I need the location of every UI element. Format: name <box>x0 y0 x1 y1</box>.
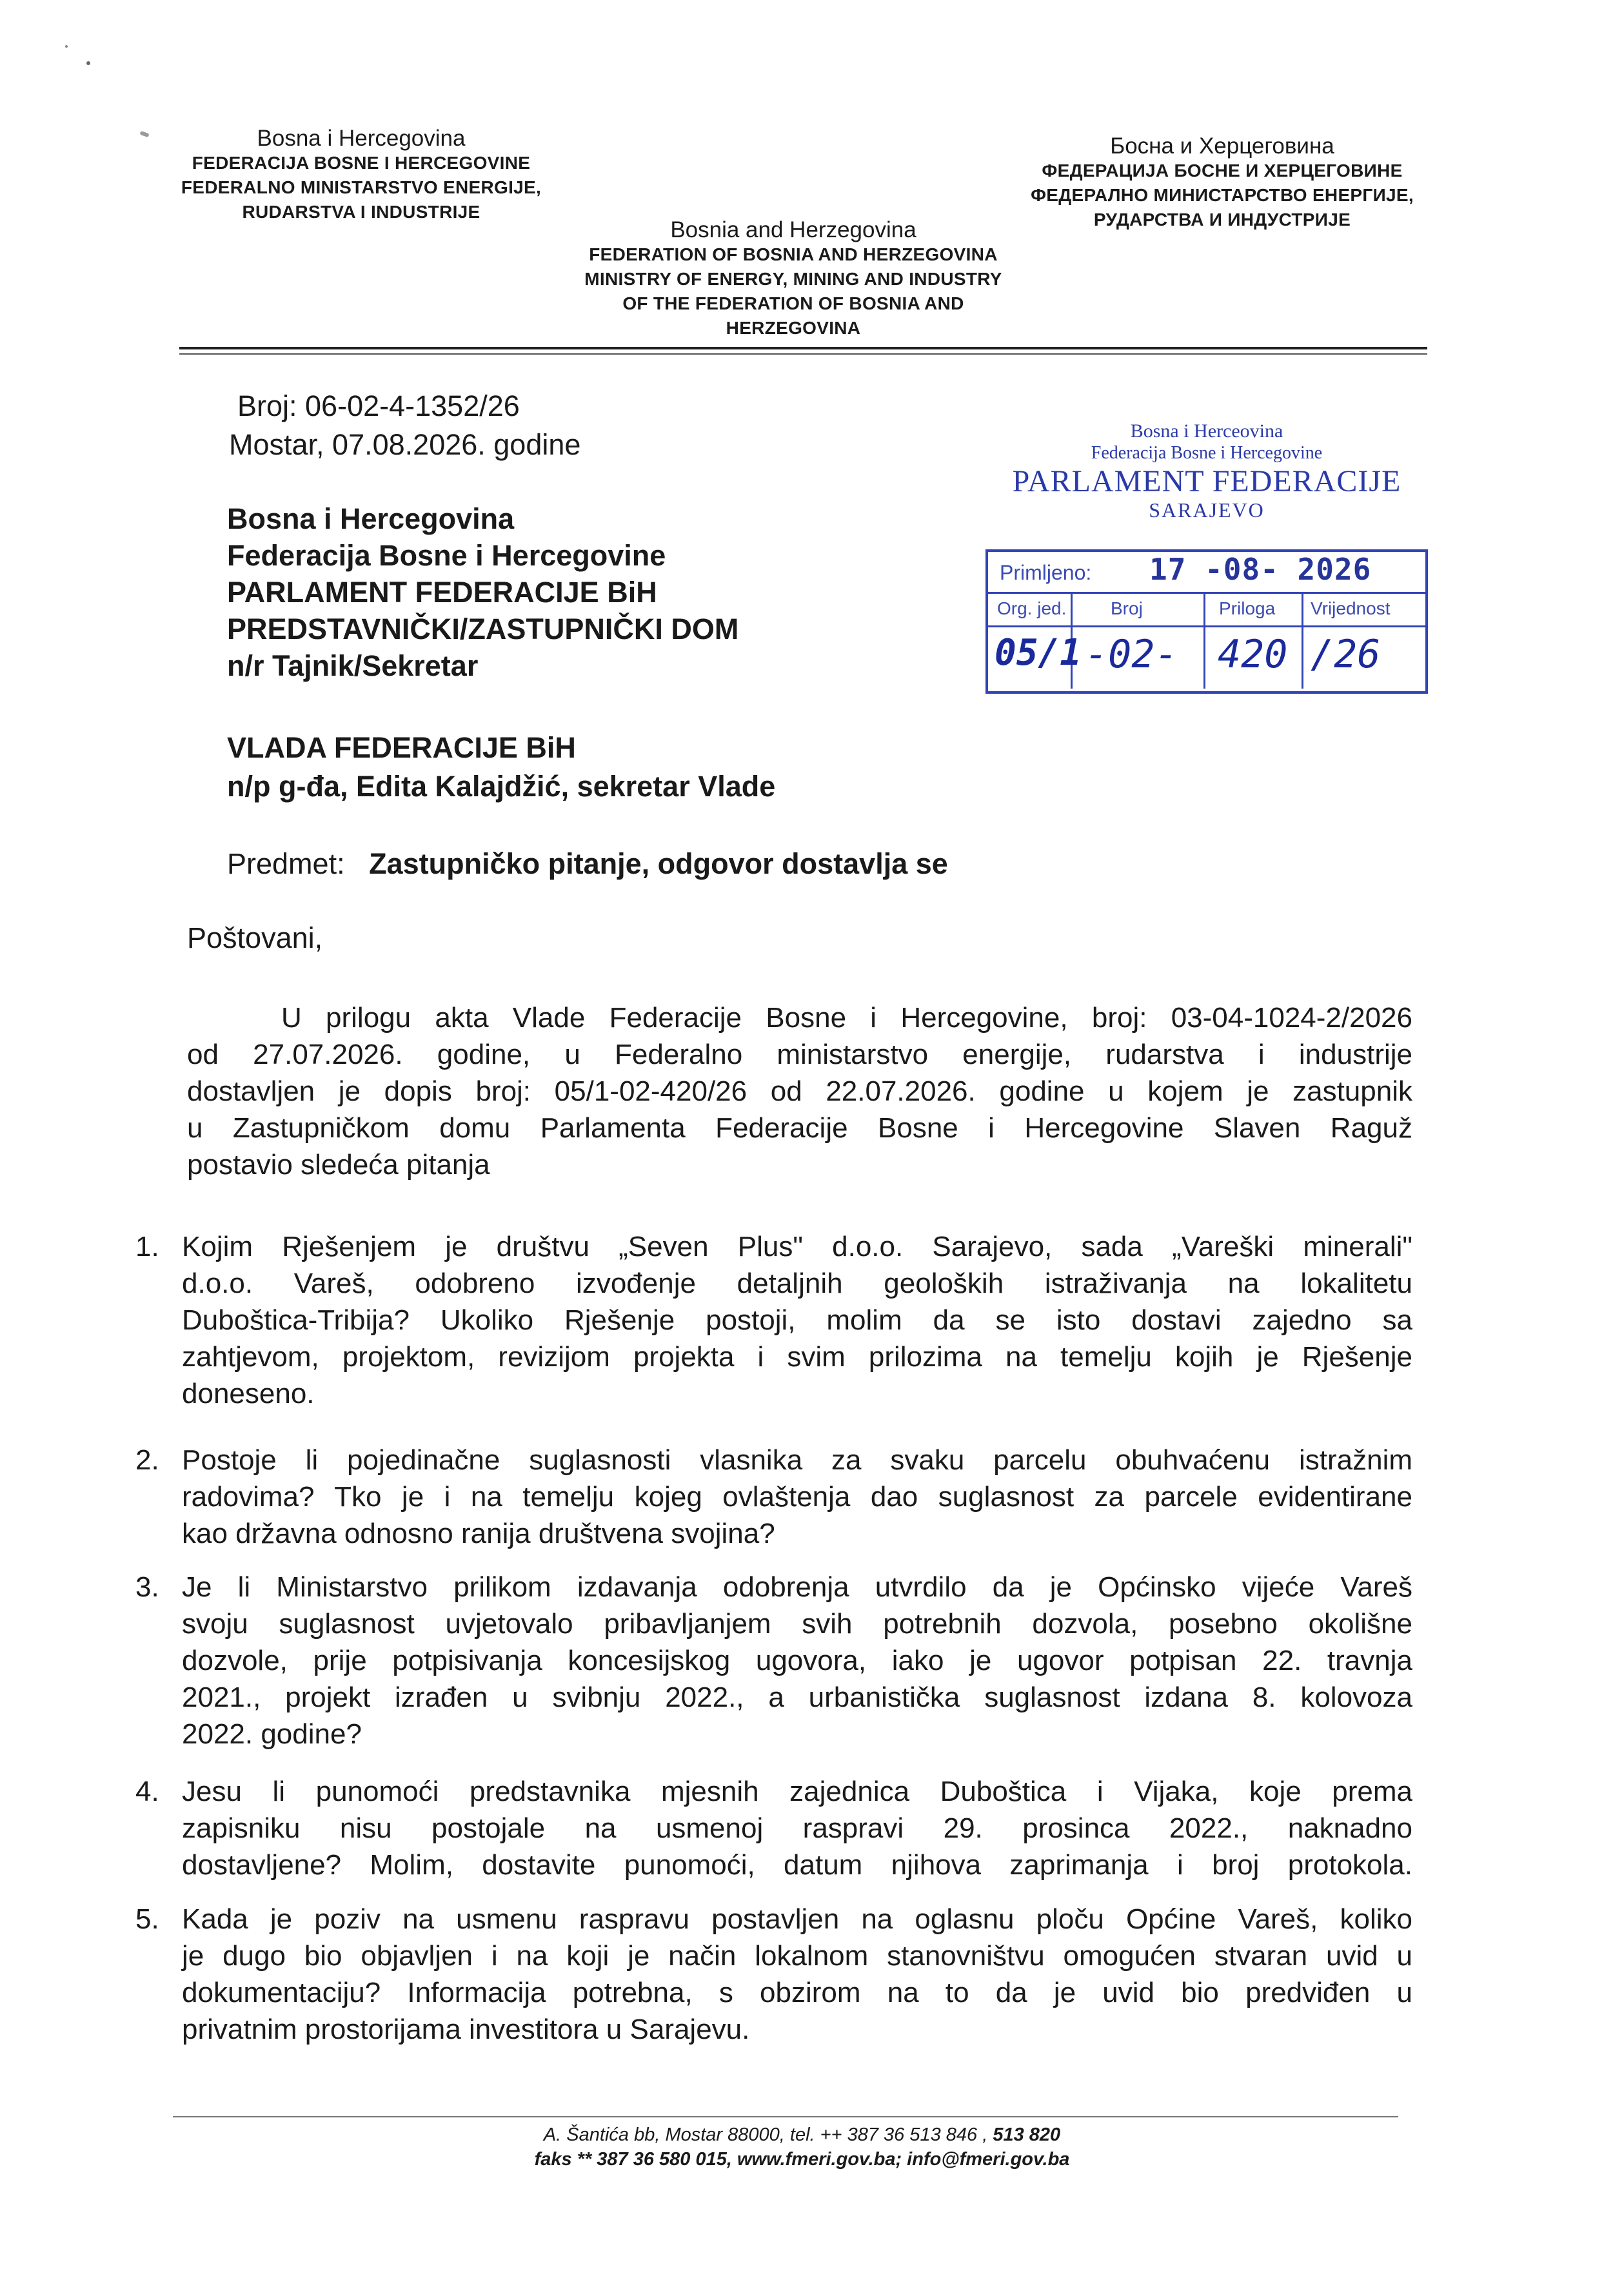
question-line: privatnim prostorijama investitora u Sarajevu. <box>182 2014 750 2045</box>
letterhead-right <box>1016 134 1429 232</box>
subject-label: Predmet: <box>227 847 345 880</box>
question-line: 2021., projekt izrađen u svibnju 2022., a urbanistička suglasnost izdana 8. kolovoza <box>182 1682 1412 1713</box>
letterhead-center-country: Bosnia and Herzegovina <box>670 217 916 242</box>
footer-address <box>0 2123 1604 2147</box>
stamp-handwritten-attachments: 420 <box>1218 632 1288 677</box>
question-line: radovima? Tko je i na temelju kojeg ovlaštenja dao suglasnost za parcele evidentirane <box>182 1481 1412 1513</box>
recipient1-line2: Federacija Bosne i Hercegovine <box>227 539 666 572</box>
stamp-col-org: Org. jed. <box>997 598 1067 618</box>
footer-line1: A. Šantića bb, Mostar 88000, tel. ++ 387 36 513 846 , <box>543 2124 993 2145</box>
stamp-col-divider <box>1302 592 1303 689</box>
stamp-handwritten-value: /26 <box>1311 632 1381 677</box>
recipient-block-parliament <box>227 500 738 684</box>
question-line: svoju suglasnost uvjetovalo pribavljanjem svih potrebnih dozvola, posebno okolišne <box>182 1608 1412 1640</box>
scan-specks <box>61 37 100 76</box>
question-line: zahtjevom, projektom, revizijom projekta i svim prilozima na temelju kojih je Rješenje <box>182 1341 1412 1373</box>
scan-speck <box>139 131 149 137</box>
letterhead-right-country: Босна и Херцеговина <box>1110 133 1334 159</box>
recipient2-line1: VLADA FEDERACIJE BiH <box>227 731 576 764</box>
stamp-received-label: Primljeno: <box>1000 561 1092 584</box>
question-number: 5. <box>135 1903 159 1935</box>
question-line: d.o.o. Vareš, odobreno izvođenje detaljnih geoloških istraživanja na lokalitetu <box>182 1268 1412 1299</box>
letterhead-left-line1: FEDERACIJA BOSNE I HERCEGOVINE <box>192 153 531 173</box>
footer-rule <box>173 2116 1398 2117</box>
received-stamp-box <box>985 549 1428 694</box>
question-text <box>182 1569 1412 1752</box>
question-line: je dugo bio objavljen i na koji je način lokalnom stanovništvu omogućen stvaran uvid u <box>182 1940 1412 1972</box>
stamp-title: PARLAMENT FEDERACIJE <box>1012 464 1401 498</box>
intro-line-4: u Zastupničkom domu Parlamenta Federacije Bosne i Hercegovine Slaven Raguž <box>187 1112 1412 1144</box>
question-line: zapisniku nisu postojale na usmenoj raspravi 29. prosinca 2022., naknadno <box>182 1812 1412 1844</box>
letterhead-right-line1: ФЕДЕРАЦИЈА БОСНЕ И ХЕРЦЕГОВИНЕ <box>1042 161 1403 181</box>
question-line: 2022. godine? <box>182 1718 362 1750</box>
letterhead-right-line3: РУДАРСТВА И ИНДУСТРИЈЕ <box>1093 210 1351 230</box>
question-line: kao državna odnosno ranija društvena svojina? <box>182 1518 775 1549</box>
recipient1-line3: PARLAMENT FEDERACIJE BiH <box>227 576 657 609</box>
question-number: 1. <box>135 1231 159 1262</box>
question-line: dozvole, prije potpisivanja koncesijskog ugovora, iako je ugovor potpisan 22. travnja <box>182 1645 1412 1676</box>
question-line: Postoje li pojedinačne suglasnosti vlasnika za svaku parcelu obuhvaćenu istražnim <box>182 1444 1412 1476</box>
question-line: dokumentaciju? Informacija potrebna, s obzirom na to da je uvid bio predviđen u <box>182 1977 1412 2008</box>
question-number: 3. <box>135 1571 159 1603</box>
letterhead-center <box>568 218 1019 340</box>
question-text <box>182 1773 1412 1883</box>
stamp-line2: Federacija Bosne i Hercegovine <box>1091 443 1323 463</box>
document-number: Broj: 06-02-4-1352/26 <box>237 389 520 422</box>
letterhead-center-line4: HERZEGOVINA <box>726 318 861 338</box>
letterhead-left-line2: FEDERALNO MINISTARSTVO ENERGIJE, <box>181 177 542 197</box>
document-place-date: Mostar, 07.08.2026. godine <box>229 428 581 461</box>
stamp-handwritten-org: 05/1 <box>995 632 1082 674</box>
subject-text: Zastupničko pitanje, odgovor dostavlja se <box>369 847 948 880</box>
letterhead-center-line2: MINISTRY OF ENERGY, MINING AND INDUSTRY <box>584 269 1002 289</box>
recipient1-line4: PREDSTAVNIČKI/ZASTUPNIČKI DOM <box>227 613 739 645</box>
stamp-col-number: Broj <box>1111 598 1143 618</box>
letterhead-right-line2: ФЕДЕРАЛНО МИНИСТАРСТВО ЕНЕРГИЈЕ, <box>1031 185 1414 205</box>
greeting: Poštovani, <box>187 921 323 954</box>
question-line: Jesu li punomoći predstavnika mjesnih zajednica Duboštica i Vijaka, koje prema <box>182 1776 1412 1807</box>
question-number: 4. <box>135 1776 159 1807</box>
question-line: Kada je poziv na usmenu raspravu postavljen na oglasnu ploču Općine Vareš, koliko <box>182 1903 1412 1935</box>
stamp-row-divider <box>988 625 1425 627</box>
letterhead-left <box>174 126 548 224</box>
letterhead-divider <box>179 347 1427 349</box>
intro-paragraph <box>187 999 1412 1183</box>
stamp-col-value: Vrijednost <box>1311 598 1391 618</box>
footer-contact: faks ** 387 36 580 015, www.fmeri.gov.ba; info@fmeri.gov.ba <box>534 2149 1070 2170</box>
recipient1-line1: Bosna i Hercegovina <box>227 502 515 535</box>
letterhead-center-line1: FEDERATION OF BOSNIA AND HERZEGOVINA <box>589 244 998 264</box>
question-text <box>182 1901 1412 2048</box>
question-number: 2. <box>135 1444 159 1476</box>
recipient-block-government <box>227 729 775 806</box>
letterhead-left-line3: RUDARSTVA I INDUSTRIJE <box>242 202 480 222</box>
stamp-row-divider <box>988 592 1425 594</box>
intro-line-2: od 27.07.2026. godine, u Federalno ministarstvo energije, rudarstva i industrije <box>187 1039 1412 1070</box>
stamp-city: SARAJEVO <box>1149 498 1265 522</box>
question-line: doneseno. <box>182 1378 315 1409</box>
recipient1-line5: n/r Tajnik/Sekretar <box>227 649 479 682</box>
stamp-col-divider <box>1203 592 1205 689</box>
question-line: Duboštica-Tribija? Ukoliko Rješenje postoji, molim da se isto dostavi zajedno sa <box>182 1304 1412 1336</box>
letterhead-center-line3: OF THE FEDERATION OF BOSNIA AND <box>622 293 964 313</box>
letterhead-left-country: Bosna i Hercegovina <box>257 126 466 151</box>
letterhead-divider-thin <box>179 353 1427 355</box>
stamp-received-date: 17 -08- 2026 <box>1149 552 1372 587</box>
question-line: Kojim Rješenjem je društvu „Seven Plus" d.o.o. Sarajevo, sada „Vareški minerali" <box>182 1231 1412 1262</box>
stamp-line1: Bosna i Herceovina <box>1130 420 1283 442</box>
stamp-col-attachments: Priloga <box>1219 598 1276 618</box>
footer-line1-number: 513 820 <box>993 2124 1061 2145</box>
question-text <box>182 1228 1412 1412</box>
subject <box>227 845 948 883</box>
intro-line-1: U prilogu akta Vlade Federacije Bosne i Hercegovine, broj: 03-04-1024-2/2026 <box>281 1002 1412 1034</box>
question-line: dostavljene? Molim, dostavite punomoći, datum njihova zaprimanja i broj protokola. <box>182 1849 1412 1881</box>
intro-line-3: dostavljen je dopis broj: 05/1-02-420/26 od 22.07.2026. godine u kojem je zastupnik <box>187 1075 1412 1107</box>
stamp-handwritten-number: -02- <box>1085 632 1178 677</box>
question-text <box>182 1442 1412 1552</box>
question-line: Je li Ministarstvo prilikom izdavanja odobrenja utvrdilo da je Općinsko vijeće Vareš <box>182 1571 1412 1603</box>
recipient2-line2: n/p g-đa, Edita Kalajdžić, sekretar Vlade <box>227 770 776 803</box>
received-stamp-header <box>985 420 1428 521</box>
intro-line-5: postavio sledeća pitanja <box>187 1149 490 1181</box>
